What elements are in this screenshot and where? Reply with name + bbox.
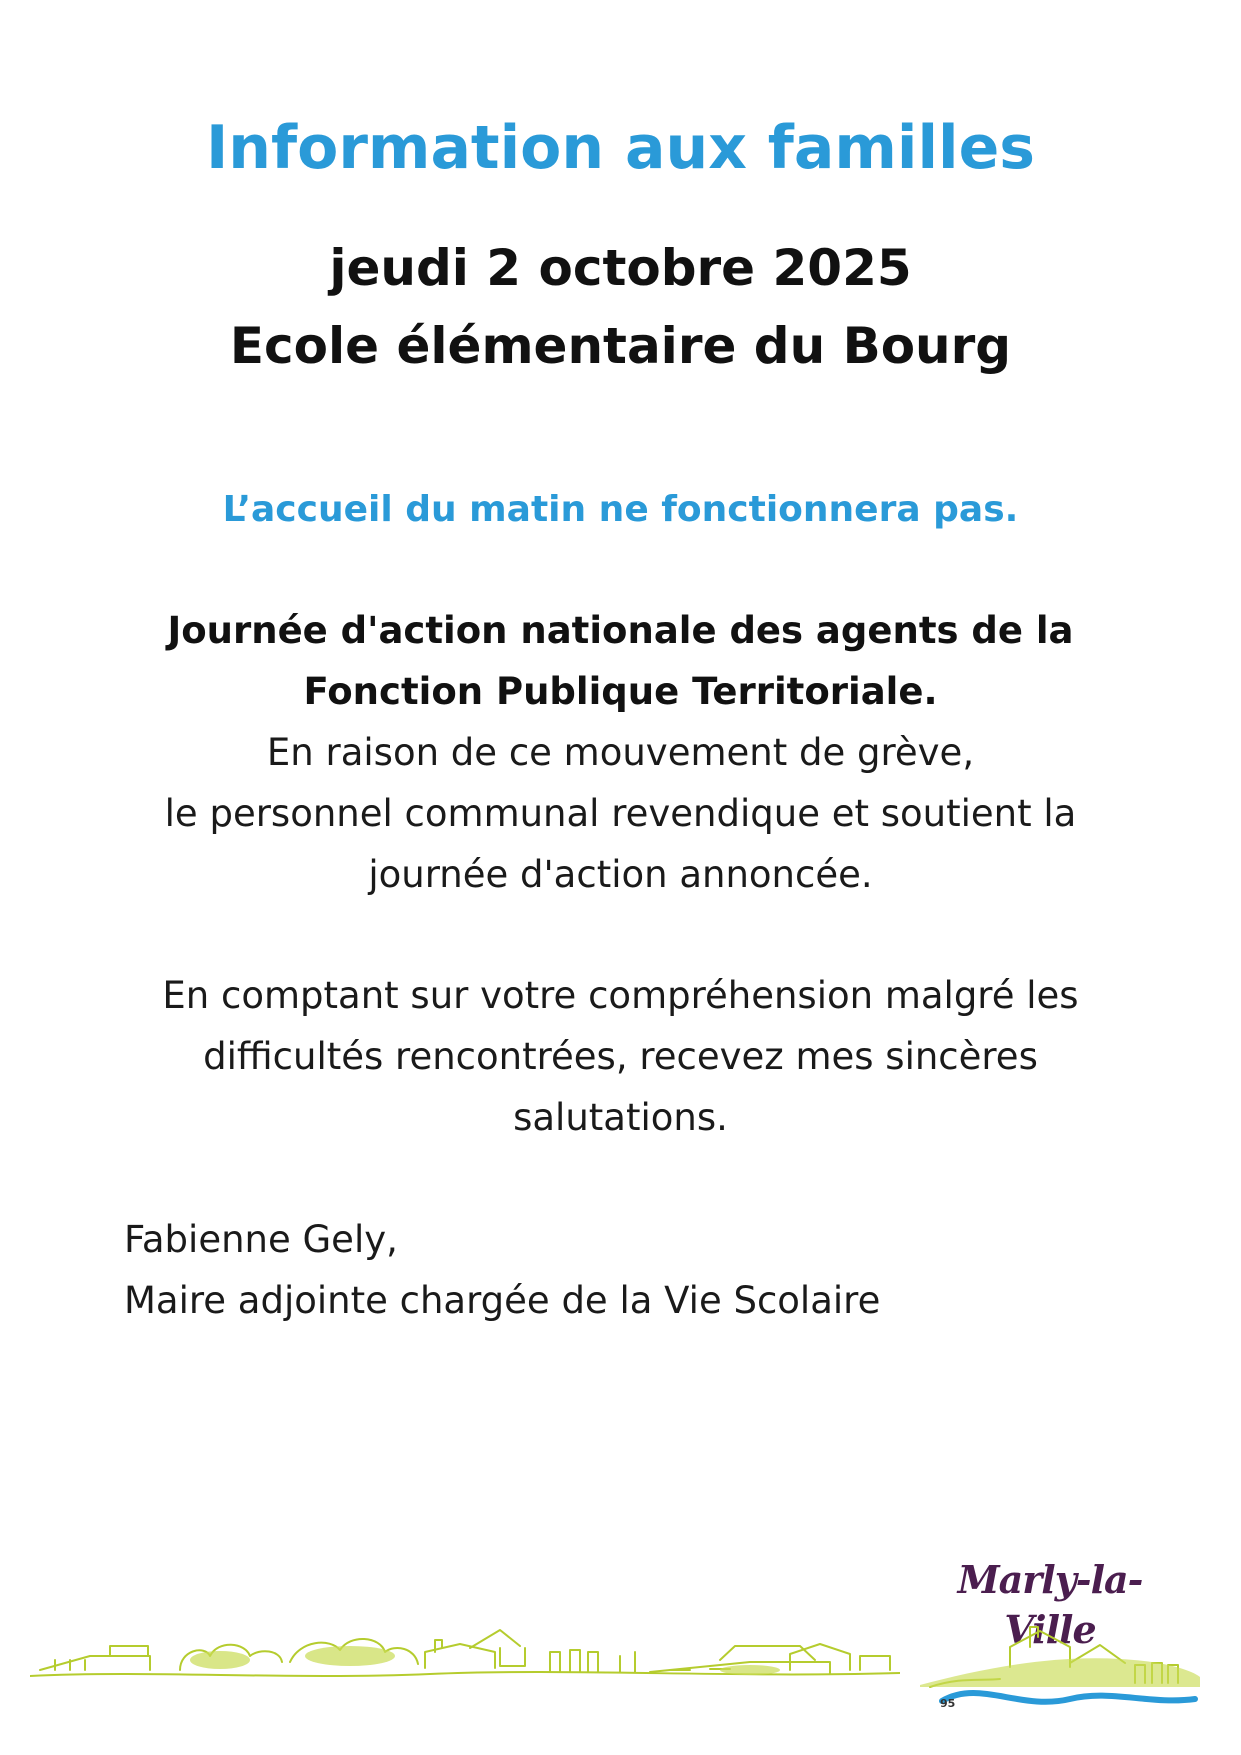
town-landscape-illustration bbox=[30, 1590, 900, 1685]
logo-wordmark: Marly-la-Ville bbox=[957, 1557, 1143, 1652]
page-title: Information aux familles bbox=[205, 113, 1036, 183]
reason-text-line: le personnel communal revendique et soutient la bbox=[164, 792, 1077, 835]
reason-text-line: journée d'action annoncée. bbox=[368, 853, 873, 896]
logo-village-illustration bbox=[920, 1607, 1200, 1715]
school-name: Ecole élémentaire du Bourg bbox=[229, 317, 1012, 375]
closing-text-line: difficultés rencontrées, recevez mes sincères bbox=[203, 1035, 1038, 1078]
closing-text-line: En comptant sur votre compréhension malgré les bbox=[162, 974, 1079, 1017]
strike-announcement-line: Fonction Publique Territoriale. bbox=[303, 670, 938, 713]
strike-announcement-line: Journée d'action nationale des agents de la bbox=[167, 609, 1074, 652]
event-date: jeudi 2 octobre 2025 bbox=[329, 239, 912, 297]
marly-la-ville-logo bbox=[920, 1555, 1200, 1715]
morning-care-notice: L’accueil du matin ne fonctionnera pas. bbox=[222, 489, 1019, 530]
reason-text-line: En raison de ce mouvement de grève, bbox=[266, 731, 975, 774]
department-number: 95 bbox=[940, 1697, 956, 1710]
signature-role: Maire adjointe chargée de la Vie Scolaire bbox=[124, 1279, 881, 1322]
signature-name: Fabienne Gely, bbox=[124, 1218, 398, 1261]
closing-text-line: salutations. bbox=[513, 1096, 728, 1139]
